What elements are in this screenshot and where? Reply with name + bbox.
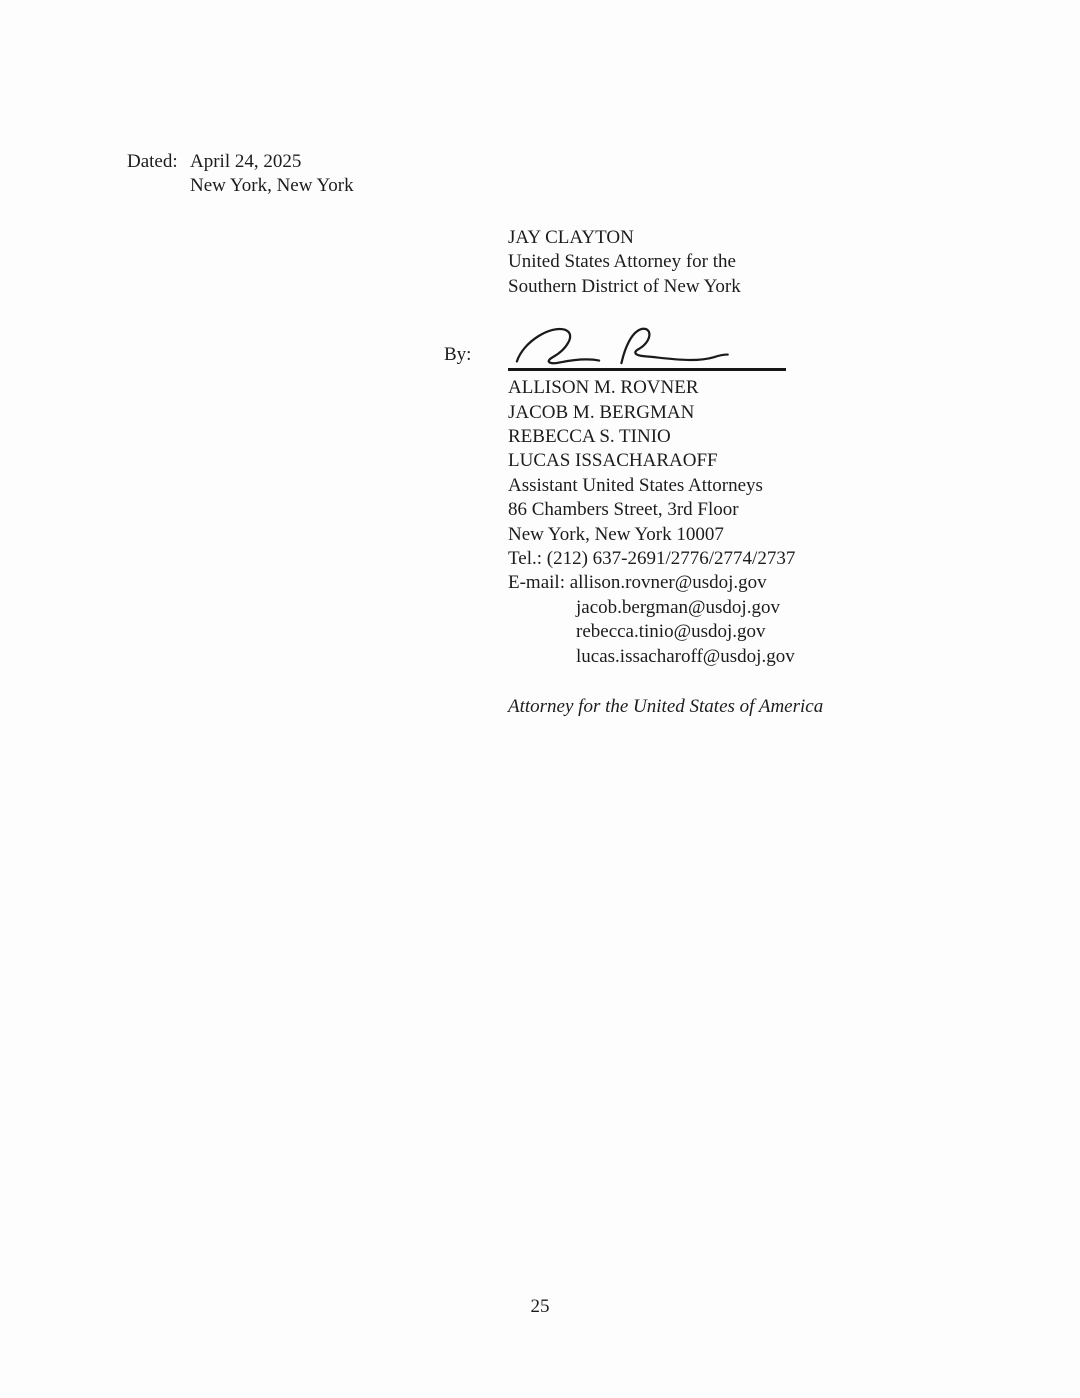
signature-block xyxy=(444,226,968,720)
address-line1: 86 Chambers Street, 3rd Floor xyxy=(508,499,739,521)
attorney-role-line: Attorney for the United States of America xyxy=(508,696,824,718)
signatory-name: LUCAS ISSACHARAOFF xyxy=(508,450,718,472)
email-address: lucas.issacharoff@usdoj.gov xyxy=(576,645,795,667)
by-label: By: xyxy=(444,343,472,365)
dated-date: April 24, 2025 xyxy=(190,151,302,172)
dated-location: New York, New York xyxy=(190,175,354,197)
telephone-line: Tel.: (212) 637-2691/2776/2774/2737 xyxy=(508,548,796,570)
signatory-name: REBECCA S. TINIO xyxy=(508,426,671,448)
dated-label: Dated: xyxy=(127,151,178,172)
dated-block xyxy=(127,150,354,199)
us-attorney-title-line2: Southern District of New York xyxy=(508,275,741,297)
email-row xyxy=(508,571,968,595)
us-attorney-title-line1: United States Attorney for the xyxy=(508,251,736,273)
page-number: 25 xyxy=(530,1296,550,1317)
signatory-name: JACOB M. BERGMAN xyxy=(508,401,695,423)
email-address: jacob.bergman@usdoj.gov xyxy=(576,596,780,618)
email-label: E-mail: xyxy=(508,572,565,594)
dated-row xyxy=(127,150,354,174)
signatory-name: ALLISON M. ROVNER xyxy=(508,377,699,399)
email-address: allison.rovner@usdoj.gov xyxy=(569,572,767,594)
us-attorney-name: JAY CLAYTON xyxy=(508,227,634,248)
signature-scrawl xyxy=(510,318,750,374)
email-address: rebecca.tinio@usdoj.gov xyxy=(576,621,766,643)
address-line2: New York, New York 10007 xyxy=(508,523,724,545)
signatories-title: Assistant United States Attorneys xyxy=(508,474,763,496)
signature-area xyxy=(444,318,786,371)
